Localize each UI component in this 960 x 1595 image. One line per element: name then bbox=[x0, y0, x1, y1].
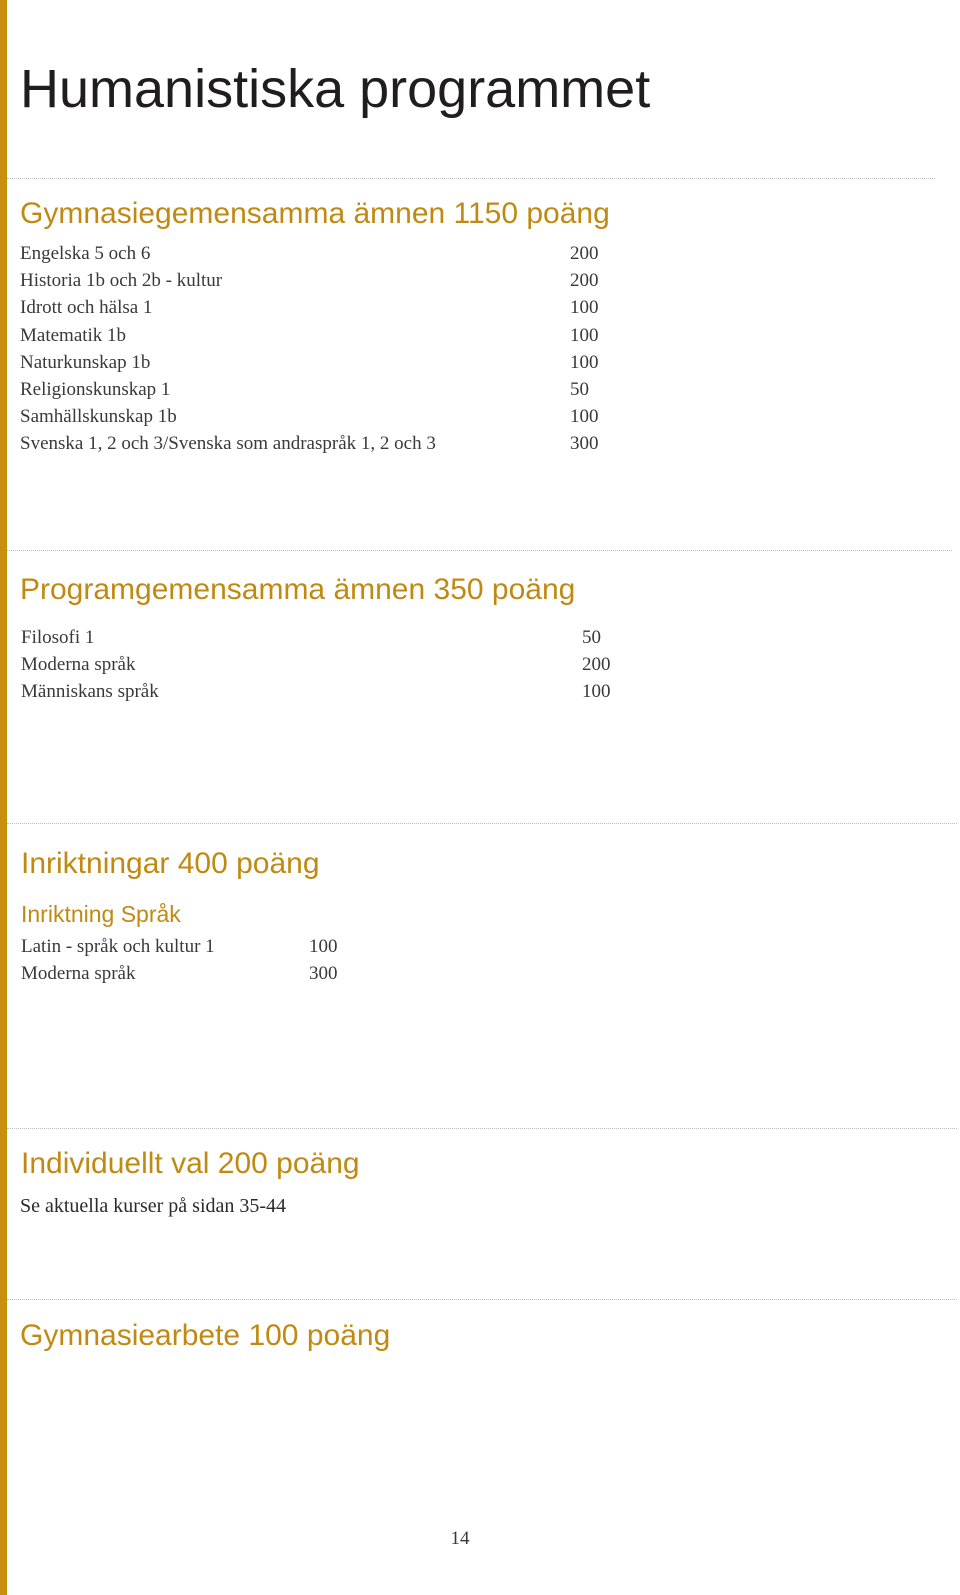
page-number: 14 bbox=[450, 1528, 470, 1549]
page-title: Humanistiska programmet bbox=[20, 59, 651, 119]
course-name: Engelska 5 och 6 bbox=[20, 243, 151, 264]
course-row bbox=[21, 678, 641, 705]
course-row bbox=[21, 960, 381, 987]
section-heading-gymnasiearbete: Gymnasiearbete 100 poäng bbox=[20, 1319, 391, 1352]
course-row bbox=[20, 376, 640, 403]
section-divider bbox=[7, 1299, 957, 1300]
course-row bbox=[21, 933, 381, 960]
individuellt-val-text: Se aktuella kurser på sidan 35-44 bbox=[20, 1195, 287, 1217]
subheading-inriktning-sprak: Inriktning Språk bbox=[21, 901, 181, 927]
section-divider bbox=[7, 823, 957, 824]
course-points: 300 bbox=[309, 963, 338, 985]
course-name: Moderna språk bbox=[21, 654, 136, 676]
course-points: 100 bbox=[309, 936, 338, 957]
course-row bbox=[20, 294, 640, 321]
course-row bbox=[20, 430, 640, 457]
section-divider bbox=[7, 550, 952, 551]
course-points: 100 bbox=[570, 324, 599, 346]
course-points: 100 bbox=[570, 351, 599, 373]
course-points: 300 bbox=[570, 433, 599, 455]
course-points: 200 bbox=[570, 270, 599, 292]
course-name: Moderna språk bbox=[21, 963, 136, 985]
section-heading-inriktningar: Inriktningar 400 poäng bbox=[21, 847, 320, 880]
course-points: 50 bbox=[570, 378, 589, 400]
course-points: 100 bbox=[570, 406, 599, 428]
course-points: 200 bbox=[570, 243, 599, 264]
section-heading-individuellt-val: Individuellt val 200 poäng bbox=[21, 1147, 360, 1180]
course-name: Svenska 1, 2 och 3/Svenska som andraspråk 1, 2 och 3 bbox=[20, 433, 436, 455]
course-points: 100 bbox=[582, 681, 611, 703]
course-name: Idrott och hälsa 1 bbox=[20, 297, 153, 319]
course-name: Historia 1b och 2b - kultur bbox=[20, 270, 223, 292]
course-name: Matematik 1b bbox=[20, 324, 127, 346]
course-name: Naturkunskap 1b bbox=[20, 351, 151, 373]
course-name: Samhällskunskap 1b bbox=[20, 406, 177, 428]
course-row bbox=[21, 624, 641, 651]
course-list-programgemensamma bbox=[21, 624, 641, 706]
course-name: Filosofi 1 bbox=[21, 627, 95, 648]
section-heading-programgemensamma: Programgemensamma ämnen 350 poäng bbox=[20, 573, 576, 606]
course-row bbox=[20, 403, 640, 430]
course-list-inriktningar bbox=[21, 933, 381, 987]
course-points: 100 bbox=[570, 297, 599, 319]
course-list-gymnasiegemensamma bbox=[20, 240, 640, 458]
course-row bbox=[20, 240, 640, 267]
course-name: Människans språk bbox=[21, 681, 159, 703]
course-row bbox=[20, 322, 640, 349]
course-name: Religionskunskap 1 bbox=[20, 378, 171, 400]
course-row bbox=[20, 267, 640, 294]
accent-bar bbox=[0, 0, 7, 1595]
section-divider bbox=[7, 1128, 957, 1129]
course-name: Latin - språk och kultur 1 bbox=[21, 936, 215, 957]
course-points: 200 bbox=[582, 654, 611, 676]
section-divider bbox=[7, 178, 935, 179]
course-row bbox=[20, 349, 640, 376]
course-row bbox=[21, 651, 641, 678]
course-points: 50 bbox=[582, 627, 601, 648]
section-heading-gymnasiegemensamma: Gymnasiegemensamma ämnen 1150 poäng bbox=[20, 197, 610, 230]
